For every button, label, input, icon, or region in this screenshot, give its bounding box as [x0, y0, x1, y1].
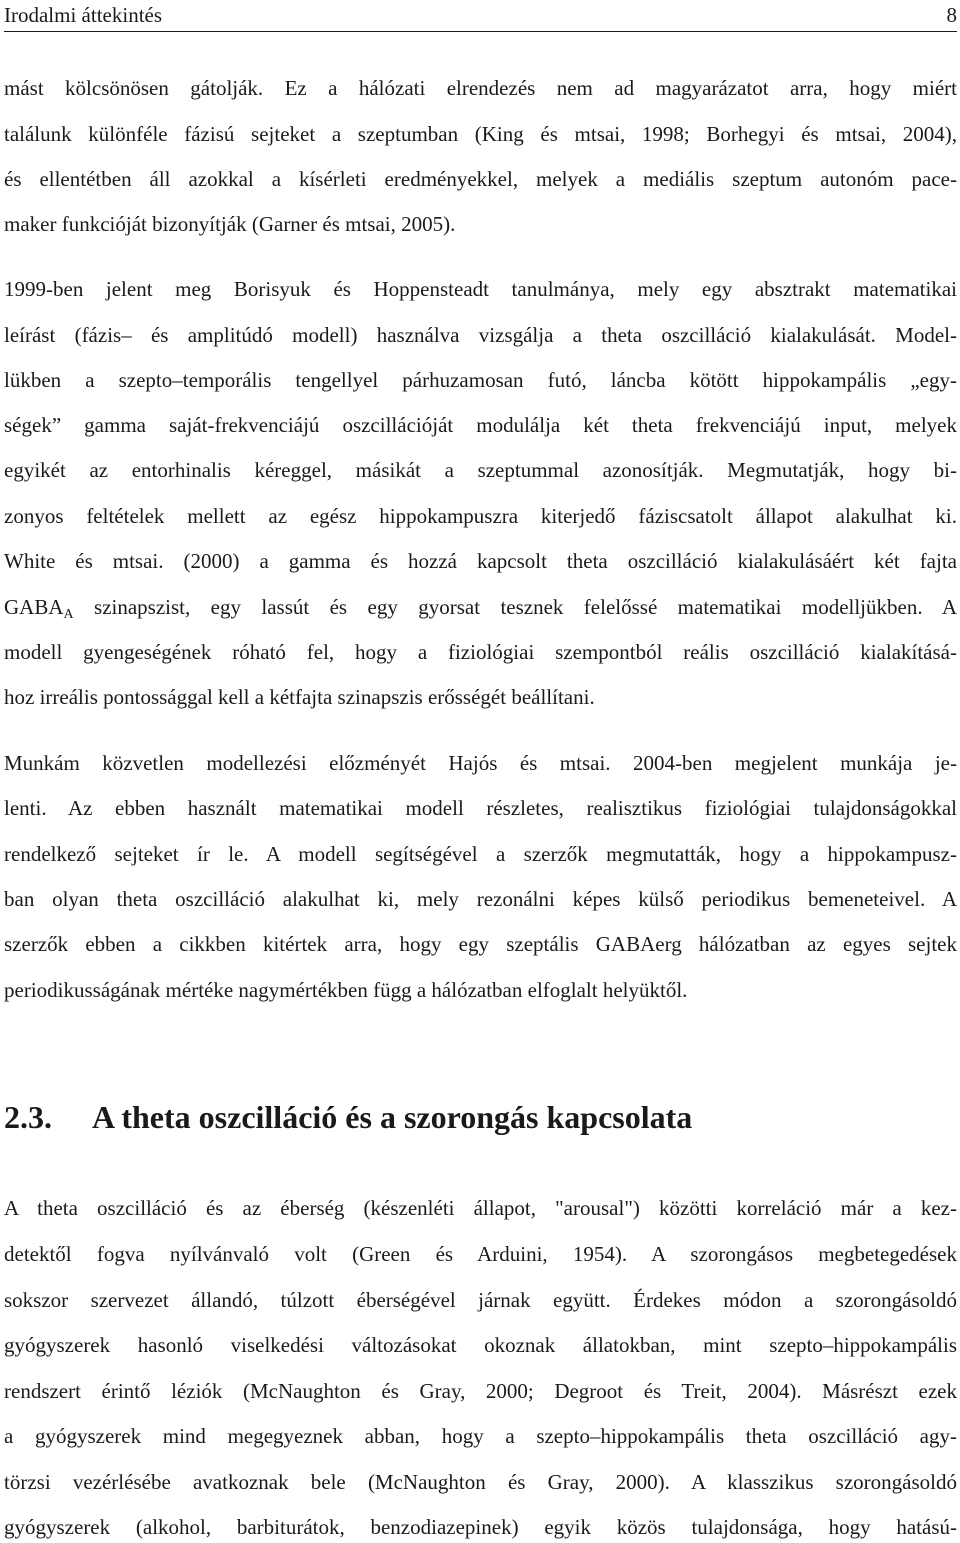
text-line: találunk különféle fázisú sejteket a szeptumban (King és mtsai, 1998; Borhegyi és mtsai, 2004),	[4, 122, 957, 146]
text-line: és ellentétben áll azokkal a kísérleti eredményekkel, melyek a mediális szeptum autonóm pace-	[4, 167, 957, 191]
text-line: 1999-ben jelent meg Borisyuk és Hoppensteadt tanulmánya, mely egy absztrakt matematikai	[4, 277, 957, 301]
text-line: gyógyszerek hasonló viselkedési változásokat okoznak állatokban, mint szepto–hippokampális	[4, 1333, 957, 1357]
text-line: lenti. Az ebben használt matematikai modell részletes, realisztikus fiziológiai tulajdonságokkal	[4, 796, 957, 820]
section-heading	[4, 1098, 957, 1136]
text-line: sokszor szervezet állandó, túlzott éberségével járnak együtt. Érdekes módon a szorongásoldó	[4, 1288, 957, 1312]
text-line: törzsi vezérlésébe avatkoznak bele (McNaughton és Gray, 2000). A klasszikus szorongásoldó	[4, 1470, 957, 1494]
section-number: 2.3.	[4, 1099, 52, 1135]
section-title: A theta oszcilláció és a szorongás kapcsolata	[92, 1099, 693, 1135]
text-line: leírást (fázis– és amplitúdó modell) használva vizsgálja a theta oszcilláció kialakulását. Model-	[4, 323, 957, 347]
text-line: White és mtsai. (2000) a gamma és hozzá kapcsolt theta oszcilláció kialakulásáért két fajta	[4, 549, 957, 573]
text-line: detektől fogva nyílvánvaló volt (Green és Arduini, 1954). A szorongásos megbetegedések	[4, 1242, 957, 1266]
text-line: egyikét az entorhinalis kéreggel, másikát a szeptummal azonosítják. Megmutatják, hogy bi-	[4, 458, 957, 482]
text-run: szinapszist, egy lassút és egy gyorsat tesznek felelőssé matematikai modelljükben. A	[73, 595, 957, 619]
text-line: gyógyszerek (alkohol, barbiturátok, benzodiazepinek) egyik közös tulajdonsága, hogy hatású-	[4, 1515, 957, 1539]
text-line: periodikusságának mértéke nagymértékben függ a hálózatban elfoglalt helyüktől.	[4, 978, 688, 1002]
text-line: a gyógyszerek mind megegyeznek abban, hogy a szepto–hippokampális theta oszcilláció agy-	[4, 1424, 957, 1448]
text-line: A theta oszcilláció és az éberség (készenléti állapot, "arousal") közötti korreláció már a kez-	[4, 1196, 957, 1220]
text-line	[4, 594, 957, 620]
text-line: maker funkcióját bizonyítják (Garner és mtsai, 2005).	[4, 212, 456, 236]
page-number: 8	[946, 3, 957, 27]
text-line: hoz irreális pontossággal kell a kétfajta szinapszis erősségét beállítani.	[4, 685, 595, 709]
text-line: ban olyan theta oszcilláció alakulhat ki, mely rezonálni képes külső periodikus bemeneteivel. A	[4, 887, 957, 911]
text-line: Munkám közvetlen modellezési előzményét Hajós és mtsai. 2004-ben megjelent munkája je-	[4, 751, 957, 775]
text-line: modell gyengeségének róható fel, hogy a fiziológiai szempontból reális oszcilláció kialakításá-	[4, 640, 957, 664]
text-line: ségek” gamma saját-frekvenciájú oszcillációját modulálja két theta frekvenciájú input, melyek	[4, 413, 957, 437]
text-line: zonyos feltételek mellett az egész hippokampuszra kiterjedő fáziscsatolt állapot alakulhat ki.	[4, 504, 957, 528]
gaba-term: GABA	[4, 595, 64, 619]
running-header	[4, 0, 957, 32]
chapter-title: Irodalmi áttekintés	[4, 3, 163, 27]
text-line: rendelkező sejteket ír le. A modell segítségével a szerzők megmutatták, hogy a hippokampusz-	[4, 842, 957, 866]
gaba-subscript: A	[63, 607, 74, 620]
text-line: szerzők ebben a cikkben kitértek arra, hogy egy szeptális GABAerg hálózatban az egyes sejtek	[4, 932, 957, 956]
text-line: mást kölcsönösen gátolják. Ez a hálózati elrendezés nem ad magyarázatot arra, hogy miért	[4, 76, 957, 100]
text-line: rendszert érintő léziók (McNaughton és Gray, 2000; Degroot és Treit, 2004). Másrészt ezek	[4, 1379, 957, 1403]
text-line: lükben a szepto–temporális tengellyel párhuzamosan futó, láncba kötött hippokampális „egy-	[4, 368, 957, 392]
